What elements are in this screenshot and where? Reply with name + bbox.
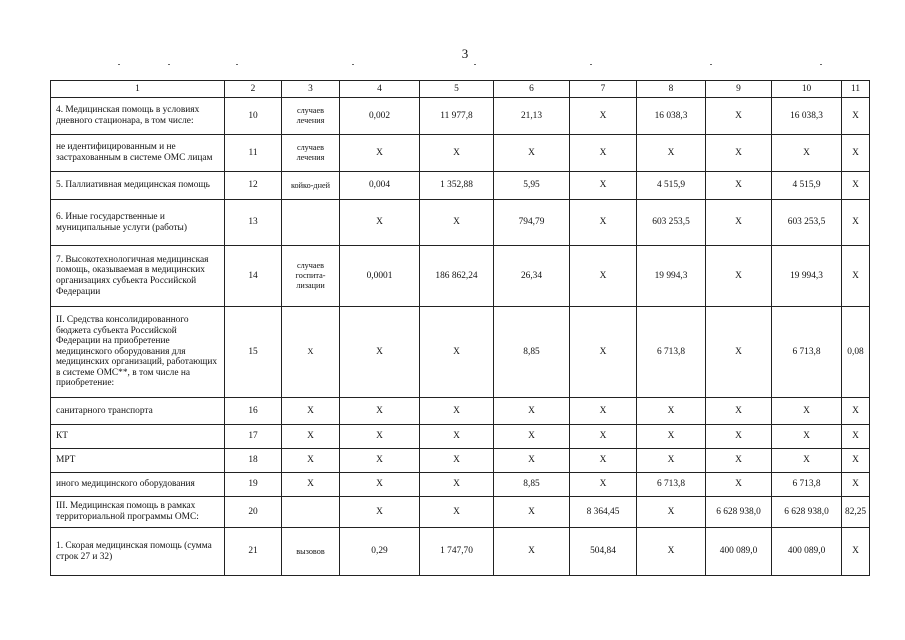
value-cell: 19 994,3 — [772, 246, 842, 307]
value-cell: X — [706, 425, 772, 449]
value-cell: 4 515,9 — [772, 172, 842, 200]
value-cell: 8 364,45 — [570, 497, 637, 528]
value-cell: 5,95 — [494, 172, 570, 200]
value-cell: 4 515,9 — [637, 172, 706, 200]
value-cell: X — [420, 398, 494, 425]
value-cell: 794,79 — [494, 200, 570, 246]
row-description: II. Средства консолидированного бюджета субъекта Российской Федерации на приобретение медицинского оборудования для медицинских организаций, работающих в системе ОМС**, в том числе на приобретение: — [51, 307, 225, 398]
value-cell: X — [420, 135, 494, 172]
value-cell: X — [842, 246, 870, 307]
value-cell: X — [282, 398, 340, 425]
value-cell: X — [420, 425, 494, 449]
value-cell: 21,13 — [494, 98, 570, 135]
row-number: 20 — [225, 497, 282, 528]
value-cell: X — [494, 528, 570, 576]
value-cell: 0,29 — [340, 528, 420, 576]
value-cell: X — [282, 449, 340, 473]
row-description: 4. Медицинская помощь в условиях дневного стационара, в том числе: — [51, 98, 225, 135]
column-header: 10 — [772, 81, 842, 98]
page-number: 3 — [461, 46, 469, 61]
row-number: 13 — [225, 200, 282, 246]
column-header: 1 — [51, 81, 225, 98]
column-header: 3 — [282, 81, 340, 98]
value-cell: X — [637, 425, 706, 449]
value-cell: 82,25 — [842, 497, 870, 528]
value-cell: X — [282, 425, 340, 449]
value-cell: X — [706, 246, 772, 307]
row-description: не идентифицированным и не застрахованным в системе ОМС лицам — [51, 135, 225, 172]
value-cell: 26,34 — [494, 246, 570, 307]
value-cell: X — [340, 307, 420, 398]
value-cell: X — [637, 497, 706, 528]
value-cell: X — [637, 398, 706, 425]
row-number: 17 — [225, 425, 282, 449]
column-header: 8 — [637, 81, 706, 98]
value-cell: 6 628 938,0 — [706, 497, 772, 528]
value-cell: X — [340, 135, 420, 172]
value-cell: X — [420, 307, 494, 398]
row-description: иного медицинского оборудования — [51, 473, 225, 497]
row-description: 7. Высокотехнологичная медицинская помощь, оказываемая в медицинских организациях субъекта Российской Федерации — [51, 246, 225, 307]
row-number: 16 — [225, 398, 282, 425]
table-row — [51, 172, 870, 200]
row-description: 6. Иные государственные и муниципальные услуги (работы) — [51, 200, 225, 246]
value-cell: X — [842, 172, 870, 200]
value-cell: 8,85 — [494, 307, 570, 398]
unit-cell: случаев госпита-лизации — [282, 246, 340, 307]
value-cell: X — [842, 98, 870, 135]
value-cell: X — [772, 425, 842, 449]
value-cell: X — [494, 398, 570, 425]
column-header: 11 — [842, 81, 870, 98]
value-cell: X — [282, 473, 340, 497]
value-cell: X — [842, 473, 870, 497]
table-row — [51, 425, 870, 449]
column-header: 5 — [420, 81, 494, 98]
column-header: 9 — [706, 81, 772, 98]
value-cell: X — [842, 135, 870, 172]
row-number: 18 — [225, 449, 282, 473]
value-cell: X — [494, 135, 570, 172]
column-header: 4 — [340, 81, 420, 98]
value-cell: 0,002 — [340, 98, 420, 135]
value-cell: X — [637, 449, 706, 473]
value-cell: X — [570, 135, 637, 172]
value-cell: 504,84 — [570, 528, 637, 576]
value-cell: X — [842, 449, 870, 473]
value-cell: 16 038,3 — [637, 98, 706, 135]
value-cell: X — [494, 449, 570, 473]
value-cell: X — [772, 398, 842, 425]
value-cell: X — [842, 425, 870, 449]
table-row — [51, 200, 870, 246]
value-cell: 0,004 — [340, 172, 420, 200]
row-description: КТ — [51, 425, 225, 449]
row-description: 1. Скорая медицинская помощь (сумма строк 27 и 32) — [51, 528, 225, 576]
table-row — [51, 98, 870, 135]
value-cell: X — [494, 497, 570, 528]
row-number: 19 — [225, 473, 282, 497]
value-cell: X — [706, 473, 772, 497]
value-cell — [282, 497, 340, 528]
table-row — [51, 449, 870, 473]
value-cell: 8,85 — [494, 473, 570, 497]
value-cell: X — [340, 200, 420, 246]
row-description: санитарного транспорта — [51, 398, 225, 425]
unit-cell: X — [282, 307, 340, 398]
value-cell: X — [420, 200, 494, 246]
value-cell: X — [706, 172, 772, 200]
value-cell: X — [842, 398, 870, 425]
table-row — [51, 135, 870, 172]
value-cell: X — [706, 200, 772, 246]
value-cell: X — [706, 449, 772, 473]
value-cell: 186 862,24 — [420, 246, 494, 307]
table-row — [51, 246, 870, 307]
value-cell: X — [772, 449, 842, 473]
value-cell: X — [706, 135, 772, 172]
value-cell: 1 352,88 — [420, 172, 494, 200]
row-number: 14 — [225, 246, 282, 307]
unit-cell: случаев лечения — [282, 98, 340, 135]
row-number: 21 — [225, 528, 282, 576]
value-cell: 6 713,8 — [637, 307, 706, 398]
value-cell: 400 089,0 — [772, 528, 842, 576]
value-cell: X — [340, 425, 420, 449]
value-cell: X — [570, 449, 637, 473]
value-cell: X — [420, 449, 494, 473]
unit-cell: койко-дней — [282, 172, 340, 200]
value-cell: X — [842, 200, 870, 246]
value-cell: X — [420, 497, 494, 528]
value-cell: X — [637, 528, 706, 576]
table-header-row — [51, 81, 870, 98]
value-cell: X — [340, 398, 420, 425]
column-header: 6 — [494, 81, 570, 98]
value-cell: X — [570, 307, 637, 398]
value-cell: X — [494, 425, 570, 449]
value-cell: X — [842, 528, 870, 576]
value-cell: 19 994,3 — [637, 246, 706, 307]
value-cell: 0,0001 — [340, 246, 420, 307]
row-number: 12 — [225, 172, 282, 200]
value-cell: X — [340, 497, 420, 528]
value-cell: 6 713,8 — [772, 307, 842, 398]
value-cell: X — [706, 307, 772, 398]
row-number: 11 — [225, 135, 282, 172]
column-header: 7 — [570, 81, 637, 98]
value-cell: 6 713,8 — [772, 473, 842, 497]
column-header: 2 — [225, 81, 282, 98]
value-cell: X — [570, 246, 637, 307]
row-number: 10 — [225, 98, 282, 135]
unit-cell: вызовов — [282, 528, 340, 576]
value-cell: X — [706, 98, 772, 135]
value-cell: X — [420, 473, 494, 497]
value-cell: 16 038,3 — [772, 98, 842, 135]
value-cell: 6 713,8 — [637, 473, 706, 497]
value-cell: X — [570, 425, 637, 449]
value-cell: X — [340, 449, 420, 473]
table-row — [51, 497, 870, 528]
value-cell: X — [570, 473, 637, 497]
table-row — [51, 473, 870, 497]
value-cell: X — [706, 398, 772, 425]
value-cell: 1 747,70 — [420, 528, 494, 576]
value-cell: 603 253,5 — [772, 200, 842, 246]
table-row — [51, 398, 870, 425]
value-cell: 603 253,5 — [637, 200, 706, 246]
value-cell: X — [772, 135, 842, 172]
table-row — [51, 307, 870, 398]
value-cell: X — [570, 172, 637, 200]
unit-cell — [282, 200, 340, 246]
unit-cell: случаев лечения — [282, 135, 340, 172]
value-cell: 0,08 — [842, 307, 870, 398]
data-table — [50, 80, 870, 576]
row-description: 5. Паллиативная медицинская помощь — [51, 172, 225, 200]
row-description: МРТ — [51, 449, 225, 473]
value-cell: X — [637, 135, 706, 172]
value-cell: X — [570, 98, 637, 135]
value-cell: 6 628 938,0 — [772, 497, 842, 528]
value-cell: 400 089,0 — [706, 528, 772, 576]
value-cell: X — [340, 473, 420, 497]
value-cell: 11 977,8 — [420, 98, 494, 135]
value-cell: X — [570, 398, 637, 425]
row-description: III. Медицинская помощь в рамках территориальной программы ОМС: — [51, 497, 225, 528]
table-row — [51, 528, 870, 576]
value-cell: X — [570, 200, 637, 246]
scan-specks — [50, 64, 870, 70]
row-number: 15 — [225, 307, 282, 398]
